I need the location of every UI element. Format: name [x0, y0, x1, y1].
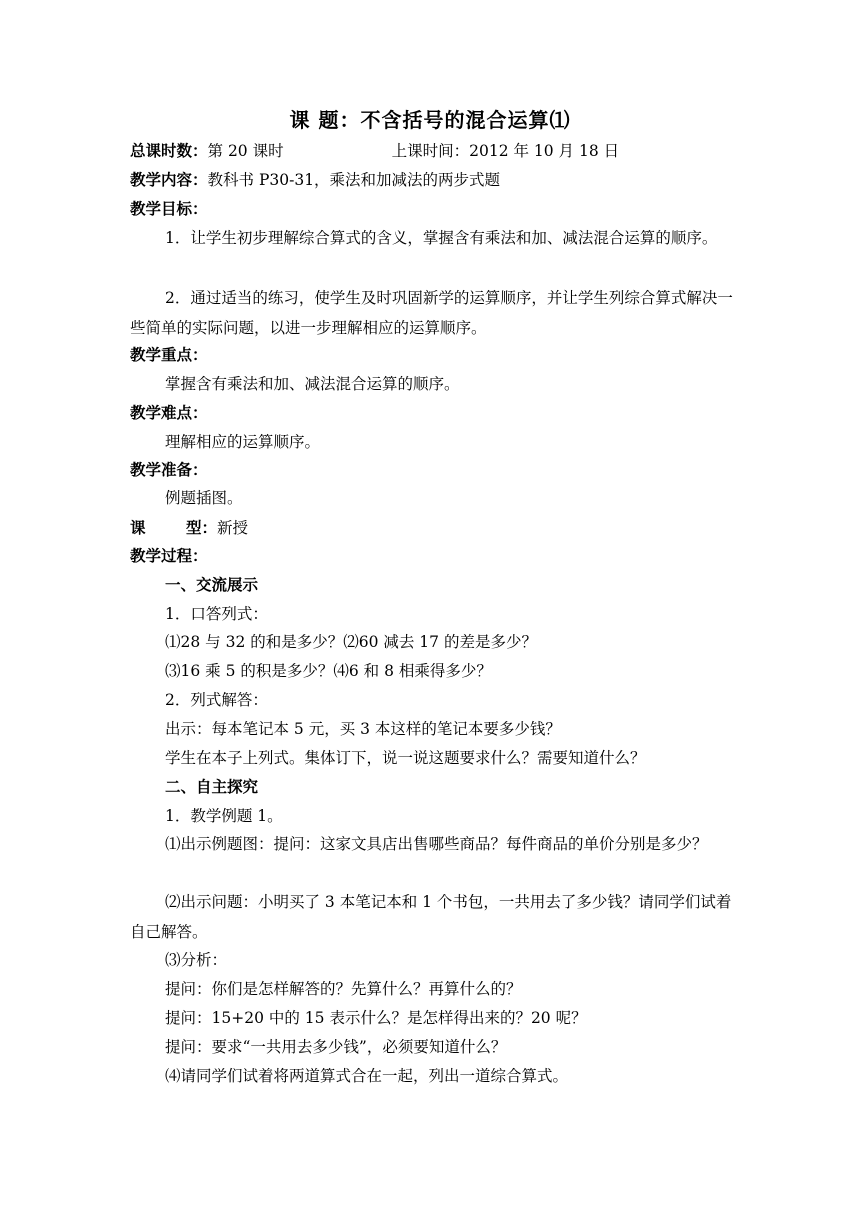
process-line: ⑶分析： — [165, 951, 228, 969]
process-line: 2．列式解答： — [165, 691, 268, 709]
total-lessons-row — [130, 141, 740, 161]
process-line: 学生在本子上列式。集体订下，说一说这题要求什么？需要知道什么？ — [165, 749, 646, 767]
process-line: ⑴28 与 32 的和是多少？⑵60 减去 17 的差是多少？ — [165, 633, 537, 651]
total-lessons-value: 第 20 课时 — [207, 142, 284, 160]
lesson-type-value: 新授 — [217, 519, 249, 537]
page-title: 课 题：不含括号的混合运算⑴ — [289, 108, 571, 132]
lesson-type-row — [130, 518, 740, 538]
content-row — [130, 170, 740, 190]
process-line: 出示：每本笔记本 5 元，买 3 本这样的笔记本要多少钱？ — [165, 720, 561, 738]
goal-1: 1．让学生初步理解综合算式的含义，掌握含有乘法和加、减法混合运算的顺序。 — [165, 229, 718, 247]
section-1-heading: 一、交流展示 — [165, 576, 259, 594]
content-value: 教科书 P30-31，乘法和加减法的两步式题 — [207, 171, 501, 189]
difficulty-heading: 教学难点： — [130, 404, 208, 422]
preparation-value: 例题插图。 — [165, 489, 243, 507]
lesson-type-label-a: 课 — [130, 519, 146, 537]
process-paragraph: ⑴出示例题图：提问：这家文具店出售哪些商品？每件商品的单价分别是多少？ — [165, 835, 708, 853]
process-heading: 教学过程： — [130, 547, 208, 565]
process-line: ⑶16 乘 5 的积是多少？⑷6 和 8 相乘得多少？ — [165, 662, 492, 680]
lesson-type-label-b: 型： — [186, 519, 218, 537]
process-line: 提问：要求“一共用去多少钱”，必须要知道什么？ — [165, 1038, 507, 1056]
process-line: 1．教学例题 1。 — [165, 807, 283, 825]
class-date-value: 2012 年 10 月 18 日 — [469, 142, 620, 160]
process-paragraph: ⑵出示问题：小明买了 3 本笔记本和 1 个书包，一共用去了多少钱？请同学们试着自己解答。 — [130, 893, 732, 941]
process-line: 提问：你们是怎样解答的？先算什么？再算什么的？ — [165, 980, 522, 998]
goal-2: 2．通过适当的练习，使学生及时巩固新学的运算顺序，并让学生列综合算式解决一些简单的实际问题，以进一步理解相应的运算顺序。 — [130, 289, 733, 337]
process-line: 提问：15+20 中的 15 表示什么？是怎样得出来的？20 呢？ — [165, 1009, 587, 1027]
process-line: 1．口答列式： — [165, 605, 268, 623]
total-lessons-label: 总课时数： — [130, 142, 208, 160]
section-2-heading: 二、自主探究 — [165, 778, 259, 796]
key-points-heading: 教学重点： — [130, 346, 208, 364]
goals-heading: 教学目标： — [130, 200, 208, 218]
key-points-value: 掌握含有乘法和加、减法混合运算的顺序。 — [165, 375, 460, 393]
difficulty-value: 理解相应的运算顺序。 — [165, 433, 321, 451]
preparation-heading: 教学准备： — [130, 461, 208, 479]
class-date-label: 上课时间： — [391, 142, 470, 160]
process-line: ⑷请同学们试着将两道算式合在一起，列出一道综合算式。 — [165, 1067, 569, 1085]
content-label: 教学内容： — [130, 171, 208, 189]
